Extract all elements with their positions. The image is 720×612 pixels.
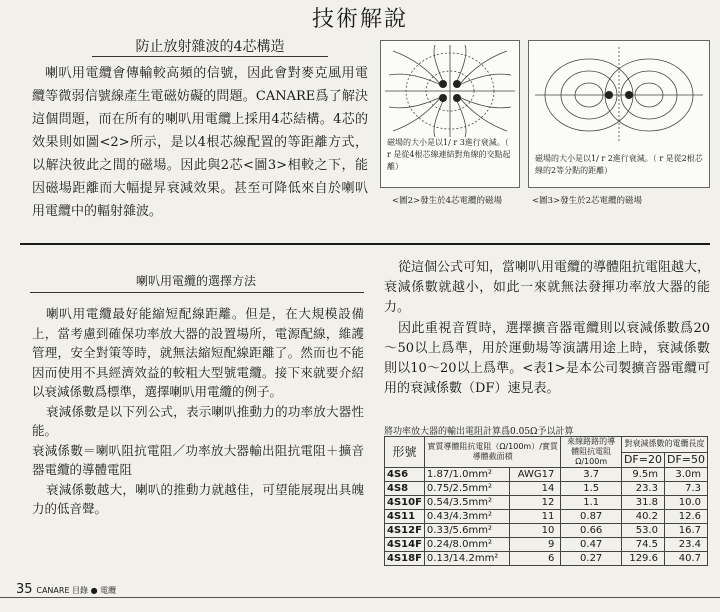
section-divider	[20, 243, 710, 245]
table-row	[385, 510, 708, 524]
cell-loop: 0.66	[561, 524, 622, 538]
figure-note: 磁場的大小是以1/ r 3進行衰減。（ r 是從4根芯線連結對角線的交點起離）	[387, 137, 513, 173]
table-row	[385, 468, 708, 482]
cell-df50: 40.7	[664, 552, 707, 566]
cell-awg: AWG17	[510, 468, 561, 482]
table-row	[385, 538, 708, 552]
cell-df50: 7.3	[664, 482, 707, 496]
cell-awg: 14	[510, 482, 561, 496]
cell-resist: 0.24/8.0mm²	[424, 538, 509, 552]
cell-loop: 0.87	[561, 510, 622, 524]
right-column-text	[384, 258, 710, 399]
cell-df20: 9.5m	[621, 468, 664, 482]
figure-caption: <圖3>發生於2芯電纜的磁場	[532, 196, 643, 206]
figure-4-core-magnetic-field	[380, 40, 520, 188]
paragraph: 喇叭用電纜最好能縮短配線距離。但是，在大規模設備上，當考慮到確保功率放大器的設置場所，電源配線，維護管理，安全對策等時，就無法縮短配線距離了。然而也不能因而使用不具經濟效益的較粗大型號電纜。接下來就要介紹以衰減係數爲標準，選擇喇叭用電纜的例子。	[32, 306, 364, 399]
table-row	[385, 552, 708, 566]
cell-model: 4S11	[385, 510, 425, 524]
section-title-4-core: 防止放射雜波的4芯構造	[135, 39, 285, 55]
left-column-text	[32, 304, 364, 519]
paragraph: 因此重視音質時，選擇擴音器電纜則以衰減係數爲20～50以上爲準，用於運動場等演講用途上時，衰減係數則以10～20以上爲準。<表1>是本公司製擴音器電纜可用的衰減係數（DF）速見表。	[384, 320, 710, 397]
figure-caption: <圖2>發生於4芯電纜的磁場	[392, 196, 503, 206]
intro-paragraph: 喇叭用電纜會傳輸較高頻的信號，因此會對麥克風用電纜等微弱信號線產生電磁妨礙的問題。CANARE爲了解決這個問題，而在所有的喇叭用電纜上採用4芯結構。4芯的效果則如圖<2>所示，是以4根芯線配置的等距離方式，以解決彼此之間的磁場。因此與2芯<圖3>相較之下，能因磁場距離而大幅提昇衰減效果。甚至可降低來自於喇叭用電纜中的輻射雜波。	[32, 66, 368, 219]
cell-df50: 23.4	[664, 538, 707, 552]
footer-text: CANARE 目錄 ● 電纜	[36, 586, 117, 595]
cell-df50: 10.0	[664, 496, 707, 510]
table-header-row	[385, 437, 708, 453]
cell-df20: 23.3	[621, 482, 664, 496]
paragraph: 從這個公式可知，當喇叭用電纜的導體阻抗電阻越大，衰減係數就越小，如此一來就無法發揮功率放大器的能力。	[384, 260, 711, 316]
cell-resist: 1.87/1.0mm²	[424, 468, 509, 482]
table-row	[385, 496, 708, 510]
cell-model: 4S18F	[385, 552, 425, 566]
title-underline	[92, 56, 328, 57]
cell-loop: 0.47	[561, 538, 622, 552]
table-caption: 將功率放大器的輸出電阻計算爲0.05Ω予以計算	[384, 427, 574, 437]
cell-model: 4S8	[385, 482, 425, 496]
cell-df20: 129.6	[621, 552, 664, 566]
cell-df50: 16.7	[664, 524, 707, 538]
cell-loop: 3.7	[561, 468, 622, 482]
formula: 衰減係數＝喇叭阻抗電阻／功率放大器輸出阻抗電阻＋擴音器電纜的導體電阻	[32, 442, 364, 477]
header-loop: 來線路路的導體阻抗電阻Ω/100m	[561, 437, 622, 468]
damping-factor-table	[384, 436, 708, 566]
cell-model: 4S10F	[385, 496, 425, 510]
page-number: 35	[16, 582, 33, 597]
cell-df50: 12.6	[664, 510, 707, 524]
cell-loop: 0.27	[561, 552, 622, 566]
cell-loop: 1.5	[561, 482, 622, 496]
cell-awg: 12	[510, 496, 561, 510]
paragraph: 衰減係數是以下列公式，表示喇叭推動力的功率放大器性能。	[32, 403, 364, 438]
cell-resist: 0.75/2.5mm²	[424, 482, 509, 496]
cell-resist: 0.43/4.3mm²	[424, 510, 509, 524]
table-row	[385, 524, 708, 538]
header-conductor: 實質導體阻抗電阻（Ω/100m）/實質導體截面積	[424, 437, 560, 468]
cell-resist: 0.33/5.6mm²	[424, 524, 509, 538]
cell-loop: 1.1	[561, 496, 622, 510]
paragraph: 衰減係數越大，喇叭的推動力就越佳，可望能展現出具魄力的低音聲。	[32, 481, 364, 516]
page-title: 技術解說	[311, 7, 408, 32]
cell-model: 4S6	[385, 468, 425, 482]
cell-df20: 31.8	[621, 496, 664, 510]
section-title-selection: 喇叭用電纜的選擇方法	[136, 274, 257, 288]
footer-rule	[0, 597, 720, 598]
cell-awg: 11	[510, 510, 561, 524]
subtitle-underline	[30, 292, 364, 293]
header-df50: DF=50	[664, 452, 707, 468]
cell-df20: 40.2	[621, 510, 664, 524]
cell-awg: 9	[510, 538, 561, 552]
cell-model: 4S12F	[385, 524, 425, 538]
cell-df20: 74.5	[621, 538, 664, 552]
header-model: 形號	[385, 437, 425, 468]
cell-awg: 10	[510, 524, 561, 538]
cell-awg: 6	[510, 552, 561, 566]
figure-note: 磁場的大小是以1/ r 2進行衰減。（ r 是從2根芯線的2等分點的距離）	[535, 154, 703, 175]
cell-resist: 0.13/14.2mm²	[424, 552, 509, 566]
cell-df50: 3.0m	[664, 468, 707, 482]
cell-resist: 0.54/3.5mm²	[424, 496, 509, 510]
header-df20: DF=20	[621, 452, 664, 468]
figure-2-core-magnetic-field	[528, 40, 710, 188]
page-footer	[16, 582, 116, 597]
cell-df20: 53.0	[621, 524, 664, 538]
cell-model: 4S14F	[385, 538, 425, 552]
header-df: 對衰減係數的電纜長度	[621, 437, 707, 453]
table-row	[385, 482, 708, 496]
